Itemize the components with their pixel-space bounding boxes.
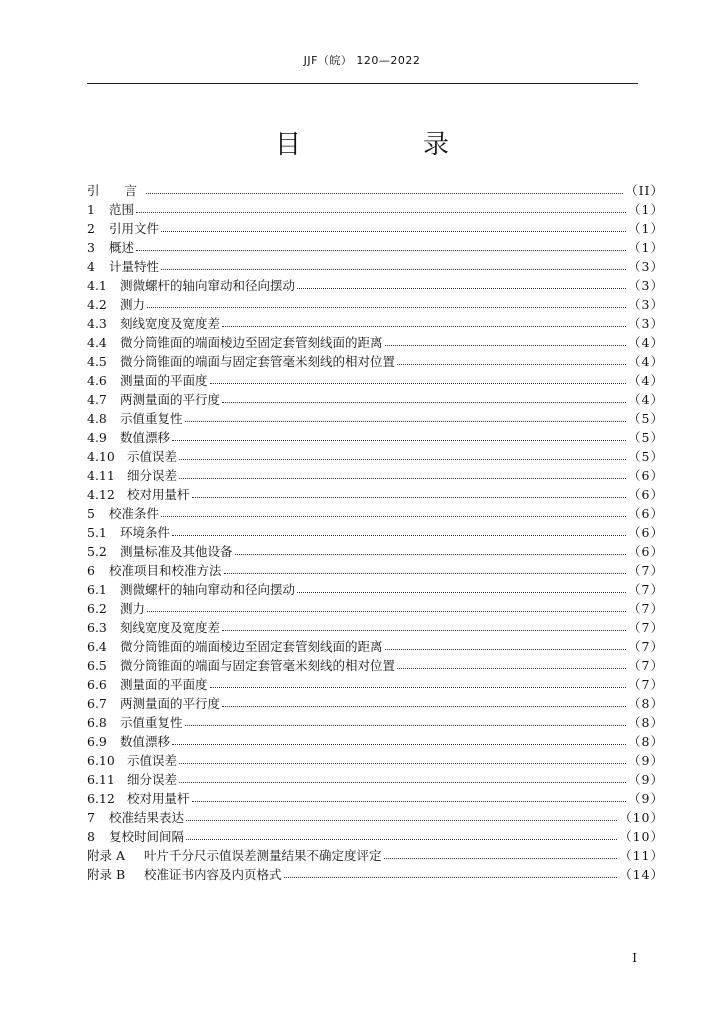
toc-dot-leader [179, 782, 626, 783]
toc-entry-page: （9） [628, 772, 664, 787]
toc-entry-label: 校准证书内容及内页格式 [144, 867, 282, 882]
toc-entry-page: （7） [628, 582, 664, 597]
toc-entry-page: （3） [628, 297, 664, 312]
toc-entry-number: 4.5 [87, 354, 107, 369]
table-of-contents [87, 181, 664, 884]
toc-entry[interactable] [87, 428, 664, 447]
toc-dot-leader [210, 383, 627, 384]
toc-entry-page: （7） [628, 601, 664, 616]
toc-entry[interactable] [87, 504, 664, 523]
toc-entry-label: 示值误差 [127, 449, 178, 464]
toc-entry-label: 示值重复性 [120, 411, 183, 426]
toc-entry-label: 校准条件 [109, 506, 160, 521]
toc-entry-label: 刻线宽度及宽度差 [120, 620, 221, 635]
toc-dot-leader [136, 212, 626, 213]
toc-entry[interactable] [87, 295, 664, 314]
toc-entry-label: 测量面的平面度 [120, 373, 208, 388]
toc-entry-number: 6.8 [87, 715, 107, 730]
toc-entry-number: 5.2 [87, 544, 107, 559]
toc-dot-leader [284, 877, 618, 878]
toc-entry[interactable] [87, 523, 664, 542]
toc-entry[interactable] [87, 219, 664, 238]
toc-entry-number: 6 [87, 563, 95, 578]
toc-entry-page: （9） [628, 791, 664, 806]
toc-entry-page: （7） [628, 677, 664, 692]
toc-entry[interactable] [87, 865, 664, 884]
toc-entry-label: 测量标准及其他设备 [120, 544, 233, 559]
page-number: I [632, 951, 637, 965]
toc-entry-label: 两测量面的平行度 [120, 392, 221, 407]
toc-entry-label: 复校时间间隔 [109, 829, 185, 844]
toc-dot-leader [146, 193, 623, 194]
toc-entry-label: 校准项目和校准方法 [109, 563, 222, 578]
toc-entry[interactable] [87, 808, 664, 827]
toc-entry[interactable] [87, 694, 664, 713]
toc-dot-leader [172, 440, 626, 441]
toc-entry[interactable] [87, 333, 664, 352]
toc-dot-leader [179, 763, 626, 764]
toc-entry[interactable] [87, 276, 664, 295]
toc-entry-page: （7） [628, 563, 664, 578]
toc-entry-label: 示值重复性 [120, 715, 183, 730]
toc-entry-number: 3 [87, 240, 95, 255]
toc-entry[interactable] [87, 200, 664, 219]
toc-entry-page: （6） [628, 525, 664, 540]
toc-entry-number: 5 [87, 506, 95, 521]
toc-entry-page: （4） [628, 354, 664, 369]
toc-entry-number: 6.4 [87, 639, 107, 654]
toc-entry[interactable] [87, 770, 664, 789]
toc-entry-number: 6.12 [87, 791, 115, 806]
toc-entry-number: 2 [87, 221, 95, 236]
toc-entry-label: 校对用量杆 [127, 487, 190, 502]
toc-entry-number: 引 言 [87, 183, 138, 198]
toc-entry-page: （14） [619, 867, 664, 882]
toc-entry-number: 6.11 [87, 772, 115, 787]
toc-entry[interactable] [87, 485, 664, 504]
toc-entry-page: （5） [628, 411, 664, 426]
toc-entry-number: 4.9 [87, 430, 107, 445]
toc-entry-label: 校对用量杆 [127, 791, 190, 806]
toc-entry-label: 微分筒锥面的端面与固定套管毫米刻线的相对位置 [120, 658, 396, 673]
toc-entry-number: 5.1 [87, 525, 107, 540]
toc-entry[interactable] [87, 713, 664, 732]
toc-dot-leader [136, 250, 626, 251]
toc-entry-number: 8 [87, 829, 95, 844]
toc-entry-page: （4） [628, 335, 664, 350]
toc-entry[interactable] [87, 732, 664, 751]
toc-entry-page: （II） [625, 183, 664, 198]
toc-entry-number: 1 [87, 202, 95, 217]
toc-entry[interactable] [87, 390, 664, 409]
toc-entry-page: （5） [628, 430, 664, 445]
toc-entry[interactable] [87, 751, 664, 770]
header-divider [87, 83, 638, 84]
toc-entry-page: （8） [628, 715, 664, 730]
toc-entry[interactable] [87, 656, 664, 675]
toc-entry-page: （10） [619, 829, 664, 844]
toc-entry-number: 4.8 [87, 411, 107, 426]
toc-entry-page: （4） [628, 373, 664, 388]
toc-entry-page: （9） [628, 753, 664, 768]
toc-dot-leader [179, 478, 626, 479]
toc-entry-label: 概述 [109, 240, 135, 255]
toc-entry-page: （6） [628, 506, 664, 521]
toc-entry-label: 示值误差 [127, 753, 178, 768]
toc-dot-leader [161, 231, 626, 232]
toc-dot-leader [297, 288, 626, 289]
toc-dot-leader [222, 326, 626, 327]
toc-entry[interactable] [87, 675, 664, 694]
toc-entry-number: 6.7 [87, 696, 107, 711]
toc-dot-leader [179, 459, 626, 460]
toc-entry-page: （1） [628, 202, 664, 217]
toc-dot-leader [397, 364, 626, 365]
toc-dot-leader [186, 839, 617, 840]
toc-entry-label: 范围 [109, 202, 135, 217]
toc-dot-leader [397, 668, 626, 669]
toc-dot-leader [222, 402, 626, 403]
toc-dot-leader [297, 592, 626, 593]
toc-entry-page: （3） [628, 259, 664, 274]
toc-entry-number: 6.5 [87, 658, 107, 673]
toc-entry-number: 6.1 [87, 582, 107, 597]
toc-entry-number: 4.1 [87, 278, 107, 293]
toc-entry-page: （5） [628, 449, 664, 464]
toc-entry-label: 刻线宽度及宽度差 [120, 316, 221, 331]
toc-entry-page: （7） [628, 639, 664, 654]
toc-entry-page: （11） [619, 848, 664, 863]
toc-entry-number: 6.6 [87, 677, 107, 692]
toc-entry-label: 计量特性 [109, 259, 160, 274]
toc-dot-leader [224, 573, 627, 574]
toc-entry[interactable] [87, 447, 664, 466]
toc-entry-page: （6） [628, 468, 664, 483]
toc-entry-label: 叶片千分尺示值误差测量结果不确定度评定 [144, 848, 382, 863]
toc-entry-label: 校准结果表达 [109, 810, 185, 825]
document-code-header: JJF（皖） 120—2022 [303, 54, 421, 67]
toc-entry-label: 数值漂移 [120, 430, 171, 445]
toc-entry-label: 环境条件 [120, 525, 171, 540]
toc-entry-number: 4.12 [87, 487, 115, 502]
toc-entry-number: 6.3 [87, 620, 107, 635]
toc-entry-number: 附录 A [87, 848, 126, 863]
toc-entry-page: （3） [628, 316, 664, 331]
toc-entry-number: 4.11 [87, 468, 115, 483]
toc-entry-page: （1） [628, 240, 664, 255]
toc-entry-number: 6.10 [87, 753, 115, 768]
toc-entry-label: 微分筒锥面的端面与固定套管毫米刻线的相对位置 [120, 354, 396, 369]
toc-entry-page: （6） [628, 544, 664, 559]
toc-entry-label: 测力 [120, 297, 146, 312]
toc-entry-page: （6） [628, 487, 664, 502]
toc-entry-number: 6.2 [87, 601, 107, 616]
toc-dot-leader [172, 744, 626, 745]
toc-dot-leader [384, 858, 618, 859]
toc-dot-leader [222, 630, 626, 631]
toc-entry[interactable] [87, 618, 664, 637]
toc-entry-page: （4） [628, 392, 664, 407]
toc-entry[interactable] [87, 637, 664, 656]
toc-dot-leader [192, 497, 627, 498]
toc-entry-page: （8） [628, 734, 664, 749]
toc-dot-leader [235, 554, 627, 555]
toc-dot-leader [147, 611, 626, 612]
toc-entry-label: 引用文件 [109, 221, 160, 236]
toc-entry-label: 细分误差 [127, 468, 178, 483]
toc-entry[interactable] [87, 257, 664, 276]
toc-entry[interactable] [87, 827, 664, 846]
toc-entry-label: 测力 [120, 601, 146, 616]
toc-dot-leader [192, 801, 627, 802]
toc-dot-leader [385, 345, 627, 346]
toc-entry-label: 微分筒锥面的端面棱边至固定套管刻线面的距离 [120, 335, 383, 350]
toc-entry-number: 4.6 [87, 373, 107, 388]
toc-entry[interactable] [87, 238, 664, 257]
toc-entry[interactable] [87, 409, 664, 428]
toc-entry[interactable] [87, 314, 664, 333]
toc-dot-leader [172, 535, 626, 536]
toc-entry-number: 4.3 [87, 316, 107, 331]
toc-entry-number: 4.7 [87, 392, 107, 407]
toc-dot-leader [161, 269, 626, 270]
toc-entry[interactable] [87, 181, 664, 200]
toc-entry-label: 两测量面的平行度 [120, 696, 221, 711]
toc-entry-number: 附录 B [87, 867, 126, 882]
toc-dot-leader [385, 649, 627, 650]
toc-entry-page: （8） [628, 696, 664, 711]
toc-entry-number: 4 [87, 259, 95, 274]
toc-entry[interactable] [87, 846, 664, 865]
toc-entry[interactable] [87, 371, 664, 390]
toc-dot-leader [186, 820, 617, 821]
toc-entry-number: 6.9 [87, 734, 107, 749]
toc-dot-leader [161, 516, 626, 517]
toc-entry-number: 4.4 [87, 335, 107, 350]
toc-dot-leader [147, 307, 626, 308]
toc-entry-number: 4.2 [87, 297, 107, 312]
toc-dot-leader [185, 421, 627, 422]
toc-entry-label: 测量面的平面度 [120, 677, 208, 692]
toc-entry-label: 微分筒锥面的端面棱边至固定套管刻线面的距离 [120, 639, 383, 654]
toc-entry-label: 数值漂移 [120, 734, 171, 749]
toc-entry-page: （7） [628, 620, 664, 635]
toc-entry-page: （10） [619, 810, 664, 825]
page-title: 目 录 [274, 130, 497, 160]
toc-entry-number: 7 [87, 810, 95, 825]
toc-entry[interactable] [87, 789, 664, 808]
toc-entry[interactable] [87, 466, 664, 485]
toc-dot-leader [185, 725, 627, 726]
toc-entry-label: 测微螺杆的轴向窜动和径向摆动 [120, 278, 296, 293]
toc-dot-leader [210, 687, 627, 688]
toc-entry-page: （3） [628, 278, 664, 293]
toc-entry-label: 细分误差 [127, 772, 178, 787]
toc-entry-page: （1） [628, 221, 664, 236]
toc-entry-page: （7） [628, 658, 664, 673]
toc-entry-label: 测微螺杆的轴向窜动和径向摆动 [120, 582, 296, 597]
toc-entry[interactable] [87, 352, 664, 371]
toc-entry[interactable] [87, 599, 664, 618]
toc-dot-leader [222, 706, 626, 707]
toc-entry[interactable] [87, 542, 664, 561]
toc-entry[interactable] [87, 580, 664, 599]
toc-entry-number: 4.10 [87, 449, 115, 464]
toc-entry[interactable] [87, 561, 664, 580]
